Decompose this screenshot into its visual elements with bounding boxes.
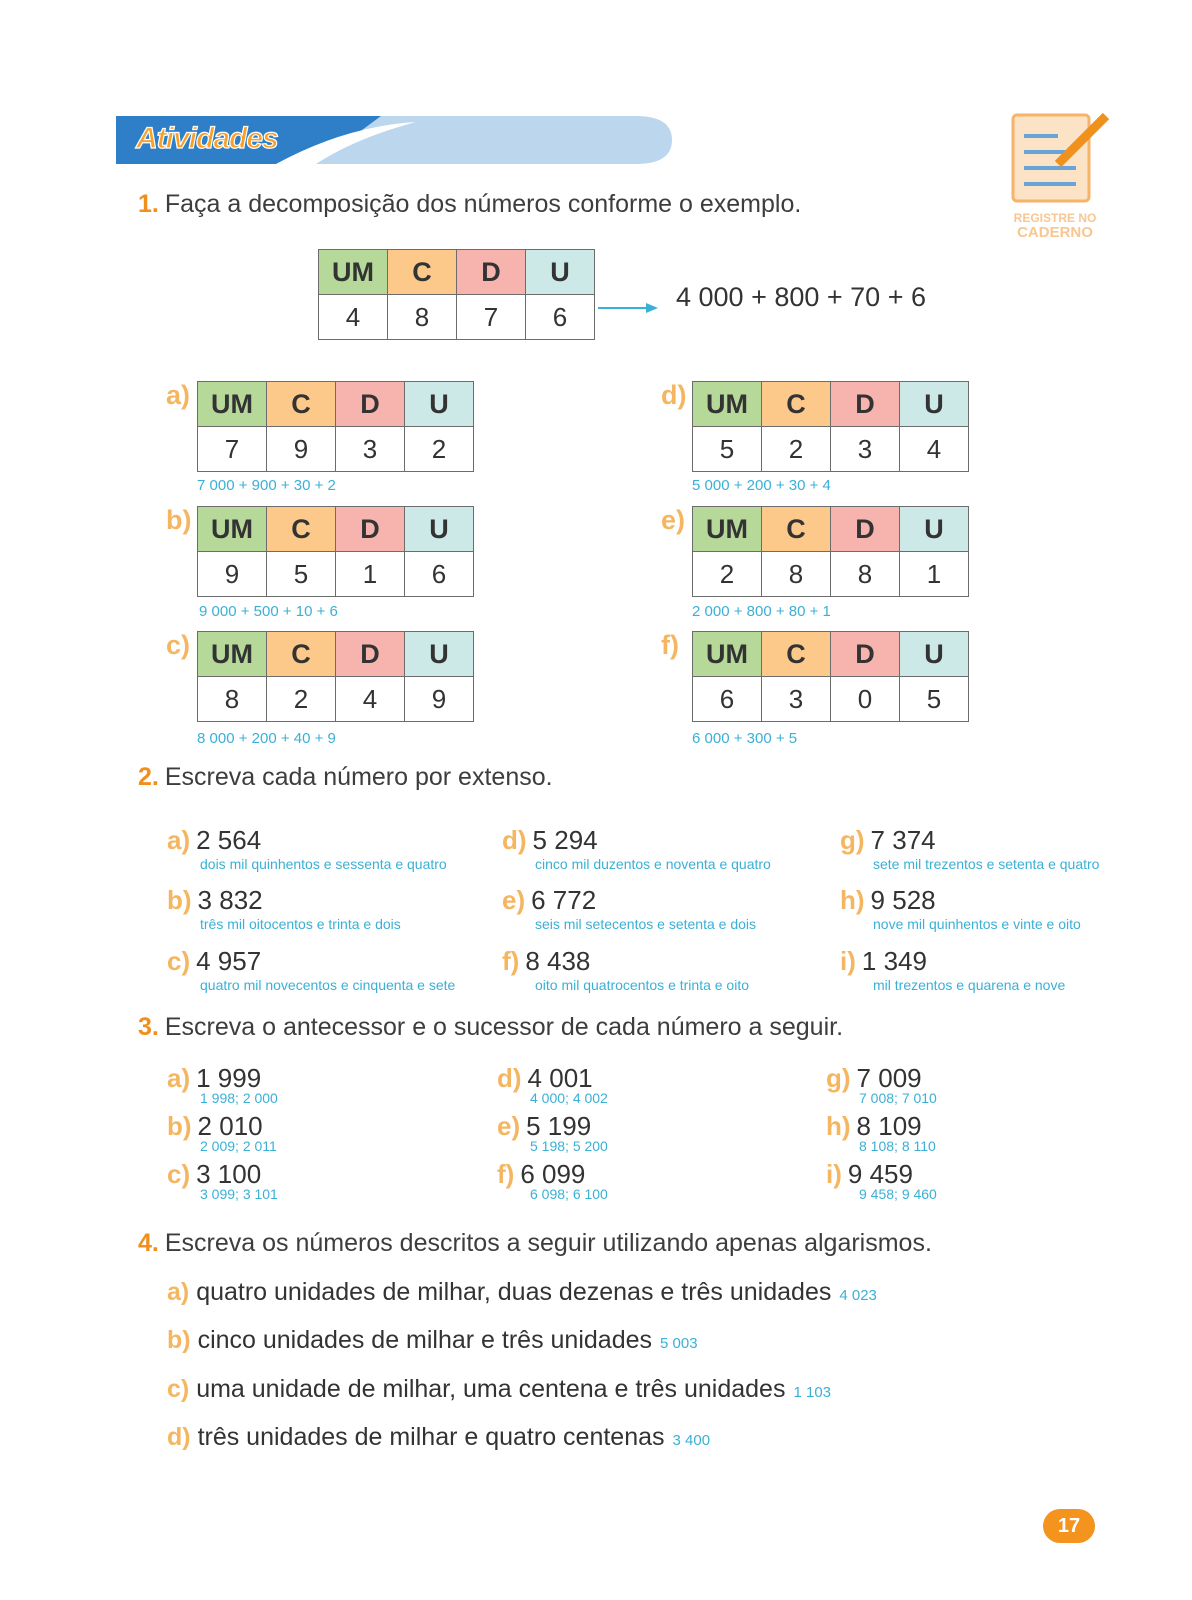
item-letter: e)	[661, 505, 686, 535]
q3-item-e: e) 5 199 5 198; 5 200	[497, 1111, 608, 1154]
q3-item-f: f) 6 099 6 098; 6 100	[497, 1159, 608, 1202]
item-letter: a)	[166, 380, 191, 410]
q2-item-h: h) 9 528 nove mil quinhentos e vinte e oito	[840, 885, 1081, 932]
q2-item-d: d) 5 294 cinco mil duzentos e noventa e quatro	[502, 825, 771, 872]
q3-item-a: a) 1 999 1 998; 2 000	[167, 1063, 278, 1106]
item-letter: c)	[166, 630, 191, 660]
question-3-prompt: 3. Escreva o antecessor e o sucessor de cada número a seguir.	[138, 1013, 844, 1041]
item-letter: b)	[166, 505, 192, 535]
q4-item-b: b) cinco unidades de milhar e três unidades 5 003	[167, 1326, 698, 1354]
item-letter: d)	[661, 380, 687, 410]
answer-c: 8 000 + 200 + 40 + 9	[197, 730, 336, 747]
question-4-prompt: 4. Escreva os números descritos a seguir utilizando apenas algarismos.	[138, 1229, 932, 1257]
table-f: UM C D U 6 3 0 5	[692, 631, 969, 722]
item-letter: f)	[661, 630, 679, 660]
q3-item-g: g) 7 009 7 008; 7 010	[826, 1063, 937, 1106]
q2-item-i: i) 1 349 mil trezentos e quarena e nove	[840, 946, 1066, 993]
q3-item-h: h) 8 109 8 108; 8 110	[826, 1111, 936, 1154]
page-number: 17	[1043, 1509, 1095, 1543]
question-2-prompt: 2. Escreva cada número por extenso.	[138, 763, 553, 791]
q4-item-d: d) três unidades de milhar e quatro centenas 3 400	[167, 1423, 711, 1451]
q3-item-c: c) 3 100 3 099; 3 101	[167, 1159, 278, 1202]
q3-item-b: b) 2 010 2 009; 2 011	[167, 1111, 277, 1154]
q4-item-a: a) quatro unidades de milhar, duas dezenas e três unidades 4 023	[167, 1278, 877, 1306]
q3-item-d: d) 4 001 4 000; 4 002	[497, 1063, 608, 1106]
q2-item-b: b) 3 832 três mil oitocentos e trinta e dois	[167, 885, 401, 932]
table-e: UM C D U 2 8 8 1	[692, 506, 969, 597]
q2-item-g: g) 7 374 sete mil trezentos e setenta e quatro	[840, 825, 1100, 872]
q2-item-e: e) 6 772 seis mil setecentos e setenta e dois	[502, 885, 757, 932]
example-decomposition: 4 000 + 800 + 70 + 6	[676, 282, 926, 312]
q2-item-a: a) 2 564 dois mil quinhentos e sessenta e quatro	[167, 825, 447, 872]
answer-d: 5 000 + 200 + 30 + 4	[692, 477, 831, 494]
question-1-prompt: 1. Faça a decomposição dos números conforme o exemplo.	[138, 190, 802, 218]
answer-a: 7 000 + 900 + 30 + 2	[197, 477, 336, 494]
answer-b: 9 000 + 500 + 10 + 6	[199, 603, 338, 620]
q2-item-f: f) 8 438 oito mil quatrocentos e trinta e oito	[502, 946, 750, 993]
q4-item-c: c) uma unidade de milhar, uma centena e três unidades 1 103	[167, 1375, 832, 1403]
answer-f: 6 000 + 300 + 5	[692, 730, 798, 747]
table-c: UM C D U 8 2 4 9	[197, 631, 474, 722]
register-in-notebook-label: REGISTRE NO CADERNO	[1013, 211, 1097, 241]
table-a: UM C D U 7 9 3 2	[197, 381, 474, 472]
q3-item-i: i) 9 459 9 458; 9 460	[826, 1159, 937, 1202]
table-d: UM C D U 5 2 3 4	[692, 381, 969, 472]
q2-item-c: c) 4 957 quatro mil novecentos e cinquenta e sete	[167, 946, 456, 993]
arrow-right-icon	[598, 302, 658, 314]
section-title: Atividades	[136, 122, 278, 155]
answer-e: 2 000 + 800 + 80 + 1	[692, 603, 831, 620]
table-b: UM C D U 9 5 1 6	[197, 506, 474, 597]
example-table: UM C D U 4 8 7 6	[318, 249, 595, 340]
